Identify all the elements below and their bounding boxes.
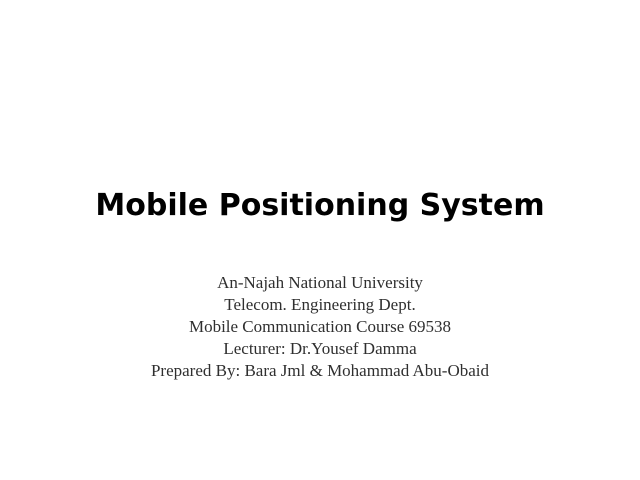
subtitle-university: An-Najah National University: [217, 273, 423, 292]
subtitle-course: Mobile Communication Course 69538: [188, 317, 452, 336]
slide-title: Mobile Positioning System: [95, 188, 545, 223]
subtitle-lecturer: Lecturer: Dr.Yousef Damma: [223, 339, 417, 358]
subtitle-authors: Prepared By: Bara Jml & Mohammad Abu-Obaid: [150, 361, 490, 380]
slide-subtitle: [0, 272, 640, 382]
subtitle-department: Telecom. Engineering Dept.: [224, 295, 416, 314]
